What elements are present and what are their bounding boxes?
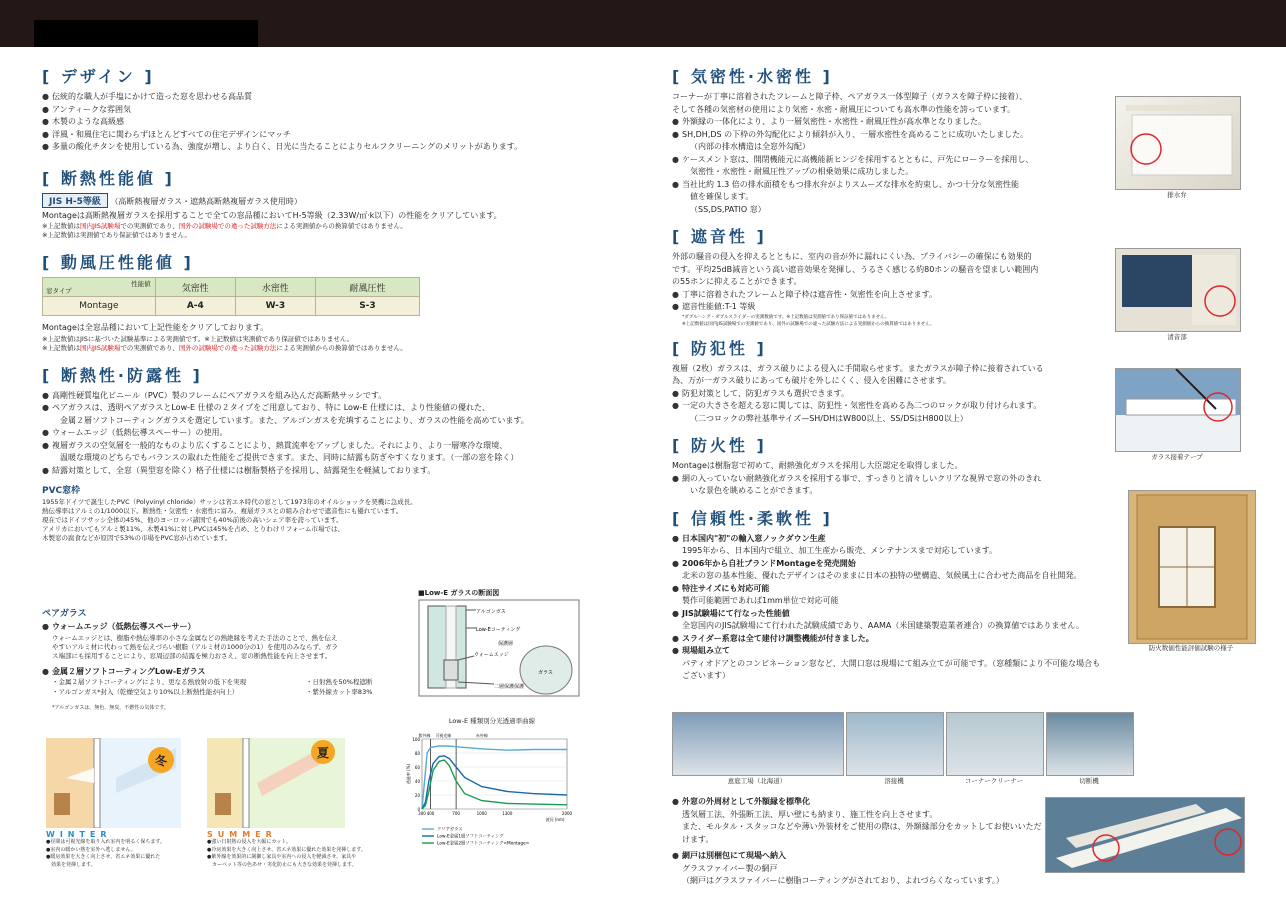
factory-caption: 恵庭工場（北海道） (727, 777, 787, 785)
text-line: です。平均25dB減音という高い遮音効果を発揮し、うるさく感じる約80ホンの騒音を望ましい範囲内 (672, 264, 1039, 274)
wind-value: S-3 (315, 297, 419, 316)
bullet-item: ● 防犯対策として、防犯ガラスも選択できます。 (672, 388, 1102, 401)
x-tick-label: 2000 (561, 811, 573, 816)
airtight-intro-1: コーナーが丁寧に溶着されたフレームと障子枠、ペアガラス一体型障子（ガラスを障子枠に接着）、 (672, 92, 1028, 101)
text-line: の55ホンに抑えることができます。 (672, 277, 802, 286)
legend-label: Low-E金属2層ソフトコーティング<Montage> (437, 841, 530, 847)
factory-caption: 溶接機 (884, 777, 904, 785)
bullet-item: ● ウォームエッジ（低熱伝導スペーサー）の使用。 (42, 427, 602, 440)
drain-valve-image (1116, 97, 1240, 189)
bullet-item: （内部の排水構造は全窓外勾配） (690, 142, 810, 151)
text-line: ●室内の暖かい熱を室外へ逃しません。 (46, 846, 136, 853)
x-tick-label: 300 (418, 811, 426, 816)
warm-lines (42, 634, 402, 661)
winter-kanji: 冬 (155, 754, 168, 768)
reliability-head: ● スライダー系窓は全て建付け調整機能が付きました。 (672, 633, 1102, 646)
insulation-note-2: ※上記数値は実測値であり保証値ではありません。 (42, 231, 191, 239)
reliability-head: ● 日本国内"初"の輸入窓ノックダウン生産 (672, 533, 1102, 546)
legend-label: Low-E金属1層ソフトコーティング (437, 834, 504, 840)
lowe-line-2: ・アルゴンガス*封入（乾燥空気より10%以上断熱性能が向上） (52, 688, 239, 696)
wind-table (42, 277, 420, 316)
factory-photo (672, 712, 844, 776)
y-tick-label: 80 (414, 751, 420, 756)
screen-line-2: （網戸はグラスファイバーに樹脂コーティングがされており、よれづらくなっています。） (682, 876, 1004, 885)
insul-list (42, 390, 602, 478)
crime-title: [ 防犯性 ] (672, 338, 767, 358)
text-line: ウォームエッジとは、樹脂や熱伝導率の小さな金属などの熱絶縁を考えた手法のことで、熱を伝え (52, 633, 338, 642)
crime-list (672, 388, 1102, 426)
jis-note: （高断熱複層ガラス・遮熱高断熱複層ガラス使用時） (110, 196, 302, 206)
x-tick-label: 1300 (502, 811, 513, 816)
outer-line-1: 透気層工法、外張断工法、厚い壁にも納まり、施工性を向上させます。 (682, 809, 938, 819)
reliability-list (672, 533, 1102, 683)
summer-figure (207, 738, 345, 828)
section-label: 二層保護保護 (494, 684, 525, 690)
x-tick-label: 400 (426, 811, 435, 816)
lowe-right-1: ・日射熱を50%程遮断 (306, 678, 373, 686)
reliability-sub: 全窓国内のJIS試験場にて行われた試験成績であり、AAMA（米国建築製造業者連合）の換算値ではありません。 (682, 621, 1084, 630)
bullet-item: ● 伝統的な職人が手塩にかけて造った窓を思わせる高品質 (42, 91, 602, 104)
top-bar (0, 0, 1286, 47)
bullet-item: 値を確保します。 (690, 192, 754, 201)
bullet-item: ● SH,DH,DS の下枠の外勾配化により傾斜が入り、一層水密性を高めることに成功いたしました。 (672, 129, 1102, 142)
band-label: 赤外線 (475, 733, 488, 738)
text-line: 外部の騒音の侵入を抑えるとともに、室内の音が外に漏れにくい為、プライバシーの確保にも効果的 (672, 252, 1032, 261)
fire-list (672, 473, 1102, 498)
bullet-item: ● 当社比約 1.3 倍の排水面積をもつ排水弁がよりスムーズな排水を約束し、かつ十分な気密性能 (672, 179, 1102, 192)
lowe-section-figure (418, 588, 580, 700)
band-label: 可視光線 (435, 733, 452, 738)
left-column (42, 58, 602, 543)
wind-diag-cell: 性能値 窓タイプ (43, 278, 156, 297)
text-line: 効果を発揮します。 (46, 861, 96, 868)
bullet-item: ● 網の入っていない耐熱強化ガラスを採用する事で、すっきりと清々しいクリアな視界で窓の外のきれ (672, 473, 1102, 486)
lowe-note: *アルゴンガスは、無色、無臭、不燃性の気体です。 (52, 705, 169, 711)
factory-photo (1046, 712, 1134, 776)
wind-value: W-3 (235, 297, 315, 316)
x-axis-label: 波長 (nm) (545, 817, 565, 822)
design-title: [ デザイン ] (42, 67, 155, 86)
wind-body: Montageは全窓品種において上記性能をクリアしております。 (42, 323, 269, 332)
text-line: アメリカにおいてもアルミ製11%、木製41%に対しPVCは45%を占め、とりわけリフォーム市場では、 (42, 525, 344, 533)
x-tick-label: 1000 (476, 811, 487, 816)
outer-line-2: また、モルタル・スタッコなどや薄い外装材をご使用の際は、外額縁部分をカットしてお使いいただけます。 (682, 822, 1042, 844)
text-line: 現在ではドイツサッシ全体の45%、他のヨーロッパ諸国でも40%前後の高いシェア率を誇っています。 (42, 516, 343, 524)
section-label: 保護層 (498, 641, 514, 647)
chart-title: Low-E 種類別分光透過率曲線 (448, 717, 536, 725)
sound-list (672, 289, 1102, 314)
factory-caption: コーナークリーナー (964, 777, 1024, 785)
winter-figure (46, 738, 181, 828)
bullet-item: ● 外額縁の一体化により、より一層気密性・水密性・耐風圧性が高水準となりました。 (672, 116, 1102, 129)
sound-note-1: *ダブルハング・ダブルスライダーの実測数値です。※上記数値は実測値であり保証値ではありません。 (682, 314, 890, 320)
drain-valve-photo (1115, 96, 1241, 190)
fire-photo (1128, 490, 1256, 644)
section-label: アルゴンガス (476, 609, 506, 615)
section-title: ■Low-E ガラスの断面図 (418, 589, 500, 597)
wind-title: [ 動風圧性能値 ] (42, 253, 194, 272)
screen-line-1: グラスファイバー製の網戸 (682, 863, 778, 873)
summer-illustration (207, 738, 345, 828)
outer-head: ● 外窓の外周材として外額縁を標準化 (672, 796, 1042, 809)
crime-image (1116, 369, 1240, 451)
reliability-sub: 製作可能範囲であれば1mm単位で対応可能 (682, 596, 839, 605)
wind-header: 気密性 (155, 278, 235, 297)
crime-caption: ガラス接着テープ (1151, 453, 1203, 461)
bullet-item: ● 多量の酸化チタンを使用している為、強度が増し、より白く、日光に当たることによりセルフクリーニングのメリットがあります。 (42, 141, 602, 154)
reliability-head: ● 2006年から自社ブランドMontageを発売開始 (672, 558, 1102, 571)
lowe-line-1: ・金属２層ソフトコーティングにより、更なる熱放射の低下を実現 (52, 678, 247, 686)
text-line: やすいアルミ材に代わって熱を伝えづらい樹脂（アルミ材の1000分の1）を使用のみならず、ガラ (52, 642, 338, 651)
y-axis-label: 透過率 (%) (406, 763, 411, 785)
bullet-item: ● ケースメント窓は、開閉機能元に高機能新ヒンジを採用するとともに、戸先にローラーを採用し、 (672, 154, 1102, 167)
text-line: ●冷房効果を大きく向上させ、省エネ効果に優れた効果を発揮します。 (207, 846, 366, 853)
legend-label: クリアガラス (437, 827, 463, 833)
reliability-sub: パティオドアとのコンビネーション窓など、大開口窓は現場にて組み立てが可能です。（窓種類により不可能な場合もございます） (682, 658, 1101, 680)
fire-line: Montageは樹脂窓で初めて、耐熱強化ガラスを採用し大臣認定を取得しました。 (672, 461, 963, 470)
sound-image (1116, 249, 1240, 331)
section-label: ウォームエッジ (474, 652, 509, 658)
bullet-item: ● 木製のような高級感 (42, 116, 602, 129)
text-line: ●暖房効果を大きく向上させ、省エネ効果に優れた (46, 854, 161, 860)
bullet-item: いな景色を眺めることができます。 (690, 486, 818, 495)
pair-glass-block (42, 602, 402, 713)
insulation-note-1: ※上記数値は国内JIS試験場での実測値であり、国外の試験場での違った試験方法による実測値からの換算値ではありません。 (42, 222, 407, 230)
text-line: ス端部にも採用することにより、窓周辺部の結露を極力おさえ、窓の断熱性能を向上させます。 (52, 651, 332, 660)
bullet-item: ● 丁寧に溶着されたフレームと障子枠は遮音性・気密性を向上させます。 (672, 289, 1102, 302)
y-tick-label: 20 (414, 793, 420, 798)
bullet-item: ● ペアガラスは、透明ペアガラスとLow-E 仕様の２タイプをご用意しており、特に Low-E 仕様には、より性能値の優れた、 (42, 402, 602, 415)
wind-header: 耐風圧性 (315, 278, 419, 297)
bullet-item: ● 結露対策として、全窓（異型窓を除く）格子仕様には樹脂製格子を採用し、結露発生を軽減しております。 (42, 465, 602, 478)
winter-illustration (46, 738, 181, 828)
airtight-title: [ 気密性·水密性 ] (672, 67, 833, 86)
summer-kanji: 夏 (317, 746, 330, 760)
pair-head: ペアガラス (42, 609, 87, 619)
text-line: ●昼間は可視光線を取り入れ室内を明るく保ちます。 (46, 839, 165, 845)
bullet-item: （SS,DS,PATIO 窓） (690, 204, 766, 214)
factory-photo-row (672, 712, 1132, 792)
lowe-right-2: ・紫外線カット率83% (306, 688, 373, 696)
sound-photo (1115, 248, 1241, 332)
winter-title: WINTER (46, 830, 112, 839)
bullet-item: 温暖な環境のどちらでもバランスの取れた性能をご提供できます。また、同時に結露も防ぎやすくなります。（一部の窓を除く） (60, 453, 519, 462)
right-column (672, 58, 1102, 683)
bullet-item: ● 一定の大きさを超える窓に関しては、防犯性・気密性を高める為二つのロックが取り付けられます。 (672, 400, 1102, 413)
summer-title: SUMMER (207, 830, 277, 839)
factory-caption: 切断機 (1079, 777, 1099, 785)
wind-note-2: ※上記数値は国内JIS試験場での実測値であり、国外の試験場での違った試験方法による実測値からの換算値ではありません。 (42, 343, 407, 352)
design-list (42, 91, 602, 154)
outer-frame-block (672, 796, 1042, 888)
section-label: ガラス (538, 670, 553, 676)
sound-note-2: ※上記数値は国内JIS試験場での実測値であり、国外の試験場での違った試験方法による実測値からの換算値ではありません。 (682, 321, 935, 327)
bullet-item: ● 洋風・和風住宅に関わらずほとんどすべての住宅デザインにマッチ (42, 129, 602, 142)
lowe-head: ● 金属２層ソフトコーティングLow-Eガラス (42, 666, 402, 679)
fire-caption: 防火数価性能評価試験の様子 (1148, 644, 1234, 652)
summer-text (207, 830, 372, 869)
text-line: ●強い日射熱の侵入を大幅にカット。 (207, 839, 291, 845)
y-tick-label: 60 (414, 765, 420, 770)
airtight-list (672, 116, 1102, 216)
bullet-item: 金属２層ソフトコーティングガラスを選定しています。また、アルゴンガスを充填することにより、ガラスの性能を高めています。 (60, 415, 529, 425)
frame-profile-image (1046, 798, 1244, 872)
drain-valve-caption: 排水弁 (1167, 191, 1187, 199)
bullet-item: ● 高剛性硬質塩化ビニール（PVC）製のフレームにペアガラスを組み込んだ高断熱サッシです。 (42, 390, 602, 403)
y-tick-label: 100 (412, 737, 420, 742)
text-line: 為、万が一ガラス破りにあっても破片を外しにくく、侵入を困難にさせます。 (672, 376, 951, 385)
insulation-body: Montageは高断熱複層ガラスを採用することで全ての窓品種においてH-5等級（2.33W/㎡·k以下）の性能をクリアしています。 (42, 210, 502, 220)
bullet-item: 気密性・水密性・耐風圧性アップの相乗効果に成功しました。 (690, 167, 914, 176)
fire-image (1129, 491, 1255, 643)
reliability-head: ● JIS試験場にて行なった性能値 (672, 608, 1102, 621)
screen-head: ● 網戸は別梱包にて現場へ納入 (672, 850, 1042, 863)
sound-caption: 清音部 (1167, 333, 1187, 341)
reliability-head: ● 現場組み立て (672, 645, 1102, 658)
section-label: Low-Eコーティング (476, 627, 521, 633)
top-tab (34, 20, 258, 47)
text-line: 複層（2枚）ガラスは、ガラス破りによる侵入に手間取らせます。またガラスが障子枠に接着されている (672, 363, 1044, 373)
reliability-head: ● 特注サイズにも対応可能 (672, 583, 1102, 596)
text-line: カーペット等の色あせ・劣化防止にも大きな効果を発揮します。 (207, 861, 357, 868)
reliability-sub: 1995年から、日本国内で組立、加工生産から販売、メンテナンスまで対応しています。 (682, 546, 998, 555)
warm-head: ● ウォームエッジ（低熱伝導スペーサー） (42, 621, 402, 634)
y-tick-label: 40 (414, 779, 420, 784)
wind-value: A-4 (155, 297, 235, 316)
factory-photo (846, 712, 944, 776)
pvc-lines (42, 498, 602, 543)
sound-title: [ 遮音性 ] (672, 227, 767, 246)
wind-row-label: Montage (43, 297, 156, 316)
text-line: 1955年ドイツで誕生したPVC（Polyvinyl chloride）サッシは省エネ時代の窓として1973年のオイルショックを契機に急成長。 (42, 498, 417, 506)
transmittance-chart (404, 716, 580, 870)
section-diagram (418, 598, 580, 698)
insulation-title: [ 断熱性能値 ] (42, 168, 175, 188)
text-line: 熱伝導率はアルミの1/1000以下。断熱性・気密性・水密性に富み、複層ガラスとの組み合わせで遮音性にも優れています。 (42, 507, 403, 515)
wind-header: 水密性 (235, 278, 315, 297)
band-label: 紫外線 (418, 733, 431, 738)
y-tick-label: 0 (417, 807, 420, 812)
bullet-item: ● 遮音性能値:T-1 等級 (672, 301, 1102, 314)
chart-svg (404, 725, 580, 869)
text-line: ●紫外線を効果的に制御し家具や室内への侵入を軽減させ、家具や (207, 854, 357, 860)
bullet-item: （二つロックの弊社基準サイズ—SH/DHはW800以上、SS/DSはH800以上） (690, 413, 968, 423)
pvc-head: PVC窓枠 (42, 486, 81, 496)
crime-photo (1115, 368, 1241, 452)
winter-text (46, 830, 196, 869)
reliability-title: [ 信頼性·柔軟性 ] (672, 508, 833, 528)
security-insul-title: [ 断熱性·防露性 ] (42, 365, 203, 385)
bullet-item: ● 複層ガラスの空気層を一般的なものより広くすることにより、熱貫流率をアップしました。それにより、より一層寒冷な環境、 (42, 440, 602, 453)
airtight-intro-2: そして各種の気密材の使用により気密・水密・耐風圧についても高水準の性能を誇っています。 (672, 104, 1016, 114)
bullet-item: ● アンティークな雰囲気 (42, 104, 602, 117)
text-line: 木製窓の腐食などが原因で53%の市場をPVC窓が占めています。 (42, 534, 232, 542)
factory-photo (946, 712, 1044, 776)
jis-badge: JIS H-5等級 (42, 193, 108, 208)
fire-title: [ 防火性 ] (672, 436, 767, 455)
x-tick-label: 700 (452, 811, 460, 816)
frame-profile-photo (1045, 797, 1245, 873)
wind-note-1: ※上記数値はJISに基づいた試験基準による実測値です。※上記数値は実測値であり保証値ではありません。 (42, 334, 354, 343)
reliability-sub: 北米の窓の基本性能、優れたデザインはそのままに日本の独特の壁構造、気候風土に合わせた商品を自社開発。 (682, 571, 1082, 580)
